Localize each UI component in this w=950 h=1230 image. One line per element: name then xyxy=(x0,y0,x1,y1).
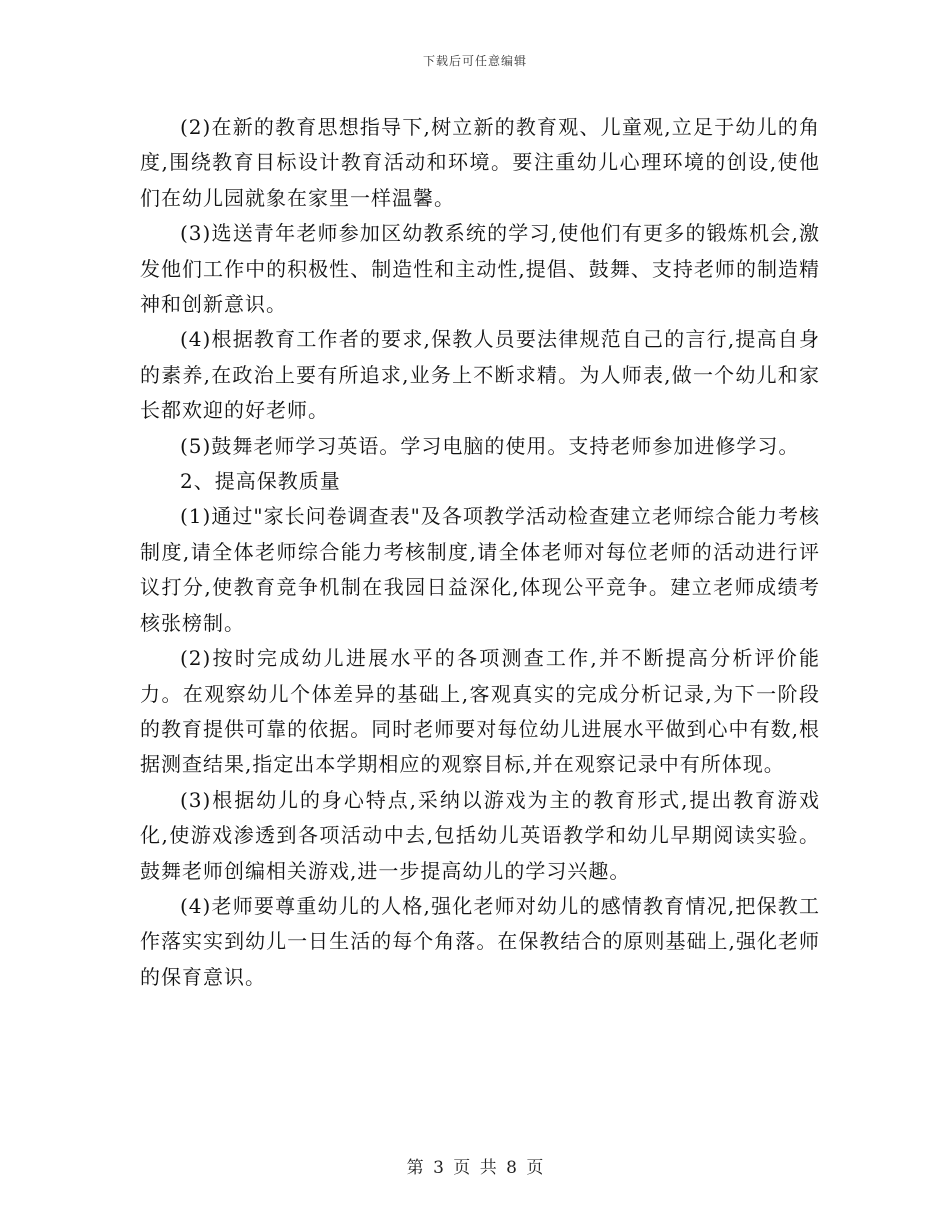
section-heading-quality: 2、提高保教质量 xyxy=(180,469,341,494)
paragraph-item-4: (4)根据教育工作者的要求,保教人员要法律规范自己的言行,提高自身的素养,在政治上要有所追求,业务上不断求精。为人师表,做一个幼儿和家长都欢迎的好老师。 xyxy=(140,327,820,423)
document-body xyxy=(140,110,820,995)
page-header-note: 下载后可任意编辑 xyxy=(422,54,527,68)
paragraph-quality-4: (4)老师要尊重幼儿的人格,强化老师对幼儿的感情教育情况,把保教工作落实实到幼儿一日生活的每个角落。在保教结合的原则基础上,强化老师的保育意识。 xyxy=(140,893,820,989)
page-number-footer: 第 3 页 共 8 页 xyxy=(406,1158,544,1178)
paragraph-item-2: (2)在新的教育思想指导下,树立新的教育观、儿童观,立足于幼儿的角度,围绕教育目标设计教育活动和环境。要注重幼儿心理环境的创设,使他们在幼儿园就象在家里一样温馨。 xyxy=(140,115,820,210)
paragraph-quality-3: (3)根据幼儿的身心特点,采纳以游戏为主的教育形式,提出教育游戏化,使游戏渗透到各项活动中去,包括幼儿英语教学和幼儿早期阅读实验。鼓舞老师创编相关游戏,进一步提高幼儿的学习兴趣。 xyxy=(140,787,820,883)
paragraph-quality-1: (1)通过"家长问卷调查表"及各项教学活动检查建立老师综合能力考核制度,请全体老师综合能力考核制度,请全体老师对每位老师的活动进行评议打分,使教育竞争机制在我园日益深化,体现公平竞争。建立老师成绩考核张榜制。 xyxy=(140,504,820,635)
paragraph-item-3: (3)选送青年老师参加区幼教系统的学习,使他们有更多的锻炼机会,激发他们工作中的积极性、制造性和主动性,提倡、鼓舞、支持老师的制造精神和创新意识。 xyxy=(140,221,820,317)
paragraph-item-5: (5)鼓舞老师学习英语。学习电脑的使用。支持老师参加进修学习。 xyxy=(180,433,800,458)
paragraph-quality-2: (2)按时完成幼儿进展水平的各项测查工作,并不断提高分析评价能力。在观察幼儿个体差异的基础上,客观真实的完成分析记录,为下一阶段的教育提供可靠的依据。同时老师要对每位幼儿进展水平做到心中有数,根据测查结果,指定出本学期相应的观察目标,并在观察记录中有所体现。 xyxy=(140,646,820,777)
